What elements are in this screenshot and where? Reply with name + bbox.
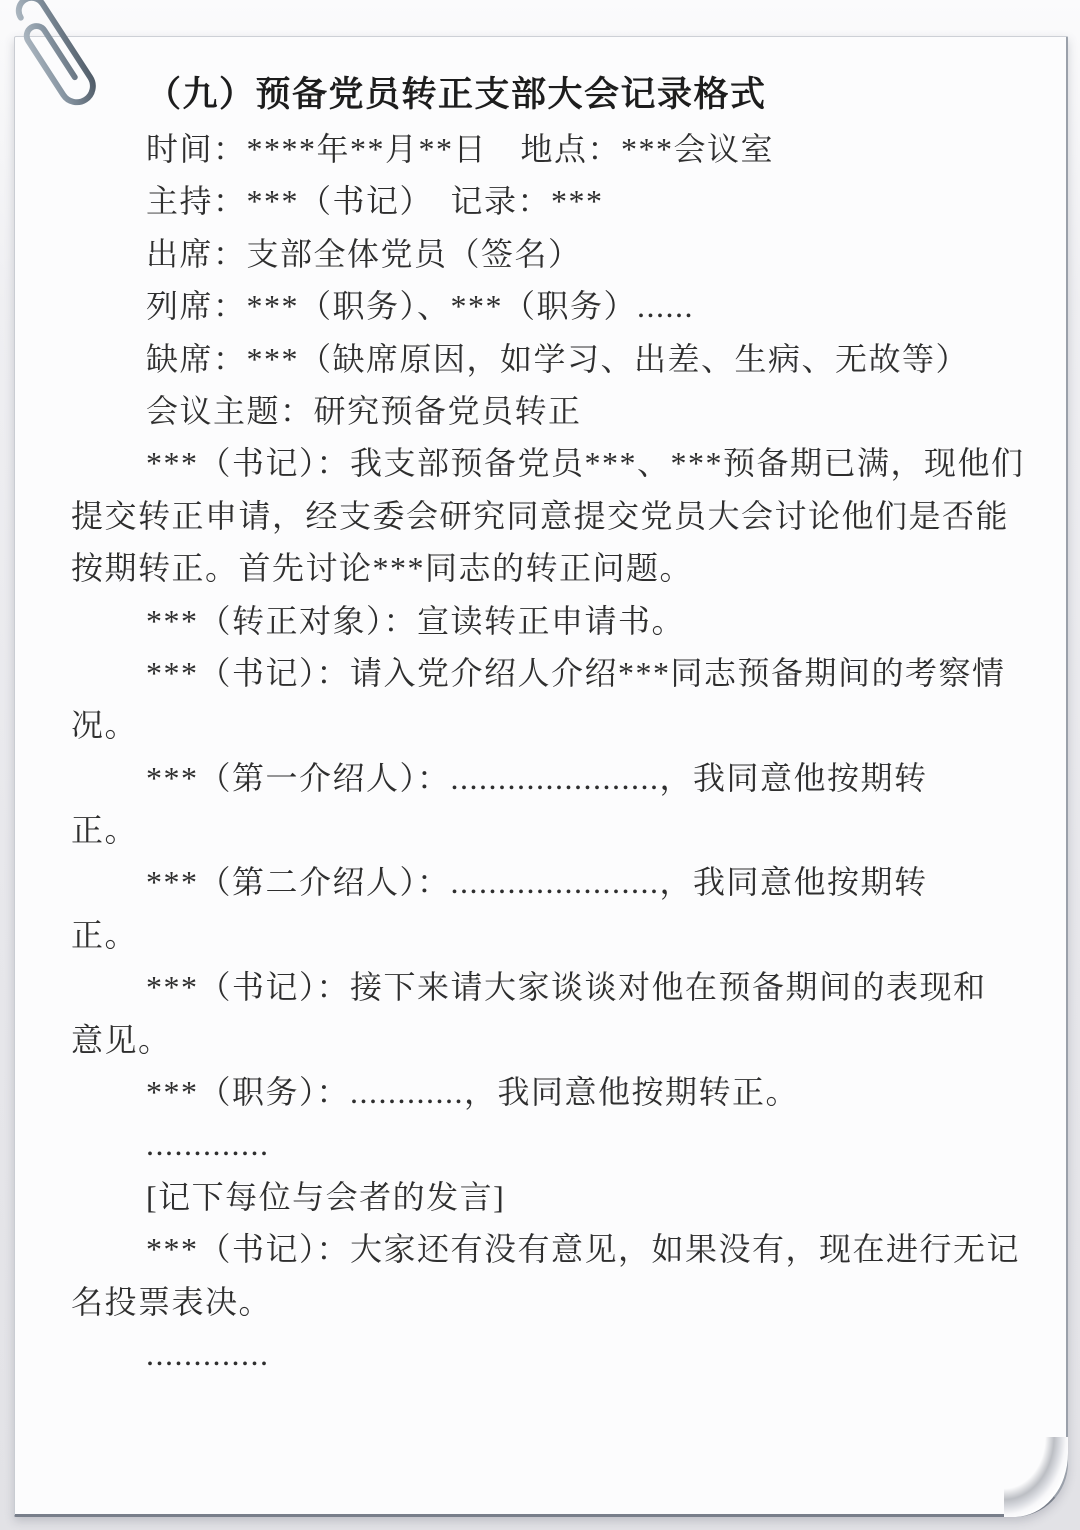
paper-sheet [14, 36, 1068, 1517]
doc-line-time-place: 时间：****年**月**日 地点：***会议室 [146, 131, 775, 167]
doc-line-note: [记下每位与会者的发言] [146, 1178, 506, 1215]
doc-line: ***（书记）：请入党介绍人介绍***同志预备期间的考察情 [146, 654, 1006, 691]
doc-line-ellipsis: ............. [146, 1335, 270, 1372]
doc-line: 况。 [71, 707, 139, 744]
doc-line-topic: 会议主题：研究预备党员转正 [146, 392, 582, 429]
doc-line: ***（转正对象）：宣读转正申请书。 [146, 602, 686, 639]
doc-line: ***（职务）：............，我同意他按期转正。 [146, 1074, 800, 1111]
doc-line-host-recorder: 主持：***（书记） 记录：*** [146, 183, 604, 220]
doc-line-absentees: 缺席：***（缺席原因，如学习、出差、生病、无故等） [146, 340, 970, 377]
doc-line: 名投票表决。 [71, 1283, 273, 1320]
doc-line-observers: 列席：***（职务）、***（职务）...... [146, 288, 695, 325]
doc-line: 按期转正。首先讨论***同志的转正问题。 [71, 550, 694, 587]
doc-line: ***（第一介绍人）：......................，我同意他按期转 [146, 759, 928, 796]
doc-line-ellipsis: ............. [146, 1126, 270, 1163]
doc-line: 提交转正申请，经支委会研究同意提交党员大会讨论他们是否能 [71, 497, 1010, 534]
doc-line: ***（书记）：大家还有没有意见，如果没有，现在进行无记 [146, 1231, 1021, 1268]
doc-line: 正。 [71, 916, 139, 953]
doc-line: ***（第二介绍人）：......................，我同意他按期转 [146, 864, 928, 901]
doc-line: ***（书记）：我支部预备党员***、***预备期已满，现他们 [146, 445, 1025, 482]
document-title: （九）预备党员转正支部大会记录格式 [146, 75, 767, 115]
document-body [71, 123, 1054, 1380]
doc-line: ***（书记）：接下来请大家谈谈对他在预备期间的表现和 [146, 969, 987, 1006]
doc-line: 正。 [71, 812, 139, 849]
doc-line: 意见。 [71, 1021, 172, 1058]
doc-line-attendees: 出席：支部全体党员（签名） [146, 235, 582, 272]
page-curl [1004, 1437, 1068, 1517]
